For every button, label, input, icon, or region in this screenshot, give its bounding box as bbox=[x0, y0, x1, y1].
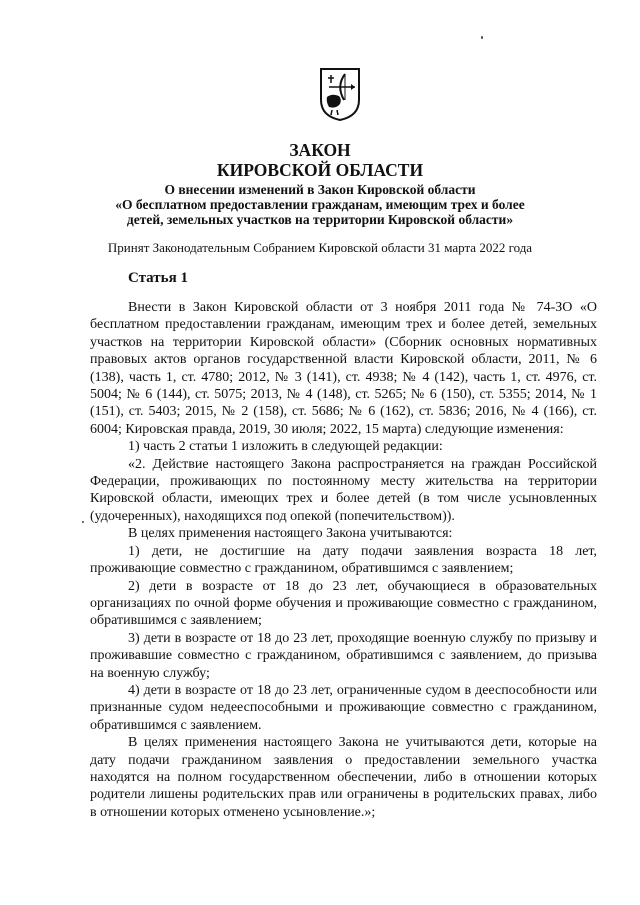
article-heading: Статья 1 bbox=[128, 270, 188, 286]
scan-speck bbox=[481, 36, 483, 39]
law-title-line-2: КИРОВСКОЙ ОБЛАСТИ bbox=[216, 160, 424, 180]
subtitle-line-2: «О бесплатном предоставлении гражданам, имеющим трех и более bbox=[115, 197, 525, 212]
coat-of-arms-emblem bbox=[318, 66, 362, 122]
paragraph-counted-1: 1) дети, не достигшие на дату подачи заявления возраста 18 лет, проживающие совместно с гражданином, обратившимся с заявлением; bbox=[90, 543, 597, 577]
paragraph-counted-children: В целях применения настоящего Закона учитываются: bbox=[128, 526, 453, 542]
paragraph-new-part-2: «2. Действие настоящего Закона распространяется на граждан Российской Федерации, проживающих по постоянному месту жительства на территории Кировской области, имеющих трех и более детей (в том числе усыновленных (удочеренных), находящихся под опекой (попечительством)). bbox=[90, 456, 597, 524]
paragraph-counted-3: 3) дети в возрасте от 18 до 23 лет, проходящие военную службу по призыву и проживавшие совместно с гражданином, обратившимся с заявлением, до призыва на военную службу; bbox=[90, 630, 597, 681]
scan-speck bbox=[82, 521, 84, 523]
paragraph-item-1: 1) часть 2 статьи 1 изложить в следующей редакции: bbox=[128, 439, 443, 455]
subtitle-line-1: О внесении изменений в Закон Кировской области bbox=[164, 182, 476, 197]
law-subtitle bbox=[0, 182, 640, 227]
paragraph-counted-4: 4) дети в возрасте от 18 до 23 лет, ограниченные судом в дееспособности или признанные судом недееспособными и проживающие совместно с гражданином, обратившимся с заявлением. bbox=[90, 682, 597, 733]
law-title bbox=[0, 140, 640, 180]
paragraph-amendment-intro: Внести в Закон Кировской области от 3 ноября 2011 года № 74-ЗО «О бесплатном предоставлении гражданам, имеющим трех и более детей, земельных участков на территории Кировской области» (Сборник основных нормативных правовых актов органов государственной власти Кировской области, 2011, № 6 (138), часть 1, ст. 4780; 2012, № 3 (141), ст. 4938; № 4 (142), часть 1, ст. 4976, ст. 5004; № 6 (144), ст. 5075; 2013, № 4 (148), ст. 5265; № 6 (150), ст. 5355; 2014, № 1 (151), ст. 5403; 2015, № 2 (158), ст. 5686; № 6 (162), ст. 5836; 2016, № 4 (166), ст. 6004; Кировская правда, 2019, 30 июля; 2022, 15 марта) следующие изменения: bbox=[90, 300, 597, 437]
article-body bbox=[90, 299, 597, 821]
paragraph-not-counted: В целях применения настоящего Закона не учитываются дети, которые на дату подачи гражданином заявления о предоставлении земельного участка находятся на полном государственном обеспечении, либо в отношении которых родители лишены родительских прав или ограничены в родительских правах, либо в отношении которых отменено усыновление.»; bbox=[90, 735, 597, 820]
adoption-line: Принят Законодательным Собранием Кировской области 31 марта 2022 года bbox=[107, 240, 533, 255]
paragraph-counted-2: 2) дети в возрасте от 18 до 23 лет, обучающиеся в образовательных организациях по очной форме обучения и проживающие совместно с гражданином, обратившимся с заявлением; bbox=[90, 578, 597, 629]
subtitle-line-3: детей, земельных участков на территории Кировской области» bbox=[126, 212, 514, 227]
law-title-line-1: ЗАКОН bbox=[289, 140, 351, 160]
